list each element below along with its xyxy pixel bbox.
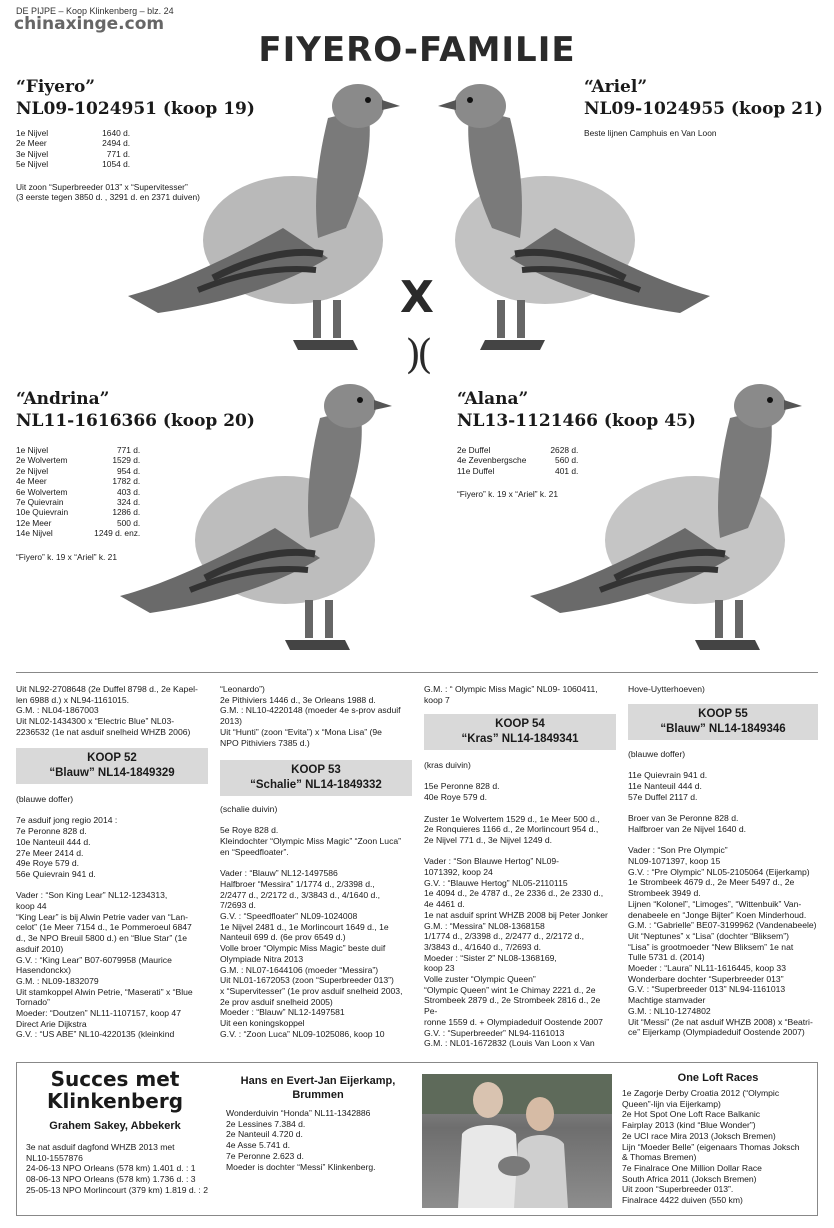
result-row: 5e Nijvel 1054 d. bbox=[16, 159, 131, 170]
result-row: 6e Wolvertem 403 d. bbox=[16, 486, 141, 497]
section-divider bbox=[16, 672, 818, 673]
page-title: FIYERO-FAMILIE bbox=[258, 30, 576, 70]
result-row: 7e Quievrain 324 d. bbox=[16, 497, 141, 508]
alana-results bbox=[457, 445, 578, 476]
column-3-bottom: (kras duivin) 15e Peronne 828 d. 40e Roye 579 d. Zuster 1e Wolvertem 1529 d., 1e Meer 500 d., 2e Ronquieres 1166 d., 2e Morlincourt 954 d., 2e Nijvel 771 d., 3e Nijvel 1249 d. Vader : “Son Blauwe Hertog” NL09- 1071392, koop 24 G.V. : “Blauwe Hertog” NL05-2110115 1e 4094 d., 2e 4787 d., 2e 2336 d., 2e 2330 d., 4e 4461 d. 1e nat asduif sprint WHZB 2008 bij Peter Jonker G.M. : “Messira” NL08-1368158 1/1774 d., 2/3398 d., 2/2477 d., 2/2172 d., 3/3843 d., 4/1640 d., 7/2693 d. Moeder : “Sister 2” NL08-1368169, koop 23 Volle zuster “Olympic Queen” “Olympic Queen” wint 1e Chimay 2221 d., 2e Strombeek 2879 d., 2e Strombeek 2816 d., 2e Pe- ronne 1559 d. + Olympiadeduif Oostende 2007 G.V. : “Superbreeder” NL94-1161013 G.M. : NL01-1672832 (Louis Van Loon x Van bbox=[424, 760, 608, 1049]
koop-55-subtitle: “Blauw” NL14-1849346 bbox=[660, 723, 786, 735]
running-head: DE PIJPE – Koop Klinkenberg – blz. 24 bbox=[16, 6, 174, 16]
koop-55-title: KOOP 55 bbox=[698, 708, 748, 720]
koop-55-box bbox=[628, 704, 818, 740]
eijerkamp-title: Hans en Evert-Jan Eijerkamp, Brummen bbox=[240, 1075, 396, 1101]
result-row: 1e Nijvel 1640 d. bbox=[16, 128, 131, 138]
result-row: 1e Nijvel 771 d. bbox=[16, 445, 141, 455]
pigeon-ariel-illustration bbox=[430, 78, 720, 363]
alana-ring: NL13-1121466 (koop 45) bbox=[457, 411, 696, 431]
photo-breeders-image bbox=[422, 1074, 612, 1208]
succes-title: Succes met Klinkenberg bbox=[46, 1067, 184, 1113]
result-row: 14e Nijvel 1249 d. enz. bbox=[16, 528, 141, 539]
fiyero-note: Uit zoon “Superbreeder 013” x “Supervitesser” (3 eerste tegen 3850 d. , 3291 d. en 2371 duiven) bbox=[16, 182, 200, 203]
oneloft-text: 1e Zagorje Derby Croatia 2012 (“Olympic Queen”-lijn via Eijerkamp) 2e Hot Spot One Loft Race Balkanic Fairplay 2013 (kind “Blue Wonder”) 2e UCI race Mira 2013 (Joksch Bremen) Lijn “Moeder Belle” (eigenaars Thomas Joksch & Thomas Bremen) 7e Finalrace One Million Dollar Race South Africa 2011 (Joksch Bremen) Uit zoon “Superbreeder 013”. Finalrace 4422 duiven (550 km) bbox=[622, 1088, 800, 1206]
succes-text: 3e nat asduif dagfond WHZB 2013 met NL10-1557876 24-06-13 NPO Orleans (578 km) 1.401 d. : 1 08-06-13 NPO Orleans (578 km) 1.736 d. : 3 25-05-13 NPO Morlincourt (379 km) 1.819 d. : 2 bbox=[26, 1142, 208, 1195]
ariel-ring: NL09-1024955 (koop 21) bbox=[584, 99, 823, 119]
koop-53-title: KOOP 53 bbox=[291, 764, 341, 776]
koop-54-subtitle: “Kras” NL14-1849341 bbox=[461, 733, 579, 745]
result-row: 2e Nijvel 954 d. bbox=[16, 465, 141, 476]
result-row: 2e Meer 2494 d. bbox=[16, 138, 131, 149]
result-row: 4e Meer 1782 d. bbox=[16, 476, 141, 487]
column-2-bottom: (schalie duivin) 5e Roye 828 d. Kleindochter “Olympic Miss Magic” “Zoon Luca” en “Speedfloater”. Vader : “Blauw” NL12-1497586 Halfbroer “Messira” 1/1774 d., 2/3398 d., 2/2477 d., 2/2172 d., 3/3843 d., 4/1640 d., 7/2693 d. G.V. : “Speedfloater” NL09-1024008 1e Nijvel 2481 d., 1e Morlincourt 1649 d., 1e Nanteuil 699 d. (6e prov 6549 d.) Volle broer “Olympic Miss Magic” beste duif Olympiade Nitra 2013 G.M. : NL07-1644106 (moeder “Messira”) Uit NL01-1672053 (zoon “Superbreeder 013”) x “Supervitesser” (1e prov asduif snelheid 2003, 2e prov asduif snelheid 2005) Moeder : “Blauw” NL12-1497581 Uit een koningskoppel G.V. : “Zoon Luca” NL09-1025086, koop 10 bbox=[220, 804, 403, 1039]
column-4-top: Hove-Uytterhoeven) bbox=[628, 684, 705, 694]
andrina-results bbox=[16, 445, 140, 539]
result-row: 3e Nijvel 771 d. bbox=[16, 148, 131, 159]
koop-54-title: KOOP 54 bbox=[495, 718, 545, 730]
pigeon-fiyero-illustration bbox=[118, 78, 408, 363]
ariel-note: Beste lijnen Camphuis en Van Loon bbox=[584, 128, 717, 138]
ariel-name: “Ariel” bbox=[584, 77, 648, 97]
oneloft-title: One Loft Races bbox=[677, 1072, 759, 1084]
column-1-bottom: (blauwe doffer) 7e asduif jong regio 2014 : 7e Peronne 828 d. 10e Nanteuil 444 d. 27e Meer 2414 d. 49e Roye 579 d. 56e Quievrain 941 d. Vader : “Son King Lear” NL12-1234313, koop 44 “King Lear” is bij Alwin Petrie vader van “Lan- celot” (1e Meer 7154 d., 1e Pommeroeul 6847 d., 3e NPO Breuil 5800 d.) en “Blue Star” (1e asduif 2010) G.V. : “King Lear” B07-6079958 (Maurice Hasendonckx) G.M. : NL09-1832079 Uit stamkoppel Alwin Petrie, “Maserati” x “Blue Tornado” Moeder: “Doutzen” NL11-1107157, koop 47 Direct Arie Dijkstra G.V. : “US ABE” NL10-4220135 (kleinkind bbox=[16, 794, 193, 1040]
andrina-name: “Andrina” bbox=[16, 389, 110, 409]
fiyero-ring: NL09-1024951 (koop 19) bbox=[16, 99, 255, 119]
koop-52-subtitle: “Blauw” NL14-1849329 bbox=[49, 767, 175, 779]
cross-symbol: X bbox=[400, 272, 434, 323]
succes-person: Grahem Sakey, Abbekerk bbox=[49, 1120, 181, 1132]
result-row: 10e Quievrain 1286 d. bbox=[16, 507, 141, 518]
koop-52-box bbox=[16, 748, 208, 784]
column-1-top: Uit NL92-2708648 (2e Duffel 8798 d., 2e Kapel- len 6988 d.) x NL94-1161015. G.M. : NL04-1867003 Uit NL02-1434300 x “Electric Blue” NL03- 2236532 (1e nat asduif snelheid WHZB 2006) bbox=[16, 684, 198, 737]
andrina-note: “Fiyero” k. 19 x “Ariel” k. 21 bbox=[16, 552, 117, 562]
result-row: 2e Wolvertem 1529 d. bbox=[16, 455, 141, 466]
alana-note: “Fiyero” k. 19 x “Ariel” k. 21 bbox=[457, 489, 558, 499]
watermark: chinaxinge.com bbox=[14, 14, 165, 34]
result-row: 2e Duffel 2628 d. bbox=[457, 445, 579, 455]
koop-54-box bbox=[424, 714, 616, 750]
column-4-bottom: (blauwe doffer) 11e Quievrain 941 d. 11e Nanteuil 444 d. 57e Duffel 2117 d. Broer van 3e Peronne 828 d. Halfbroer van 2e Nijvel 1640 d. Vader : “Son Pre Olympic” NL09-1071397, koop 15 G.V. : “Pre Olympic” NL05-2105064 (Eijerkamp) 1e Strombeek 4679 d., 2e Meer 5497 d., 2e Strombeek 3949 d. Lijnen “Kolonel”, “Limoges”, “Wittenbuik” Van- denabeele en “Jonge Bijter” Koen Minderhoud. G.M. : “Gabrielle” BE07-3199962 (Vandenabeele) Uit “Neptunes” x “Lisa” (dochter “Bliksem”) “Lisa” is grootmoeder “New Bliksem” 1e nat Tulle 5731 d. (2014) Moeder : “Laura” NL11-1616445, koop 33 Wonderbare dochter “Superbreeder 013” G.V. : “Superbreeder 013” NL94-1161013 Machtige stamvader G.M. : NL10-1274802 Uit “Messi” (2e nat asduif WHZB 2008) x “Beatri- ce” Eijerkamp (Olympiadeduif Oostende 2007) bbox=[628, 749, 817, 1038]
alana-name: “Alana” bbox=[457, 389, 529, 409]
koop-52-title: KOOP 52 bbox=[87, 752, 137, 764]
andrina-ring: NL11-1616366 (koop 20) bbox=[16, 411, 255, 431]
photo-breeders bbox=[422, 1074, 612, 1208]
result-row: 11e Duffel 401 d. bbox=[457, 465, 579, 476]
result-row: 12e Meer 500 d. bbox=[16, 517, 141, 528]
column-3-top: G.M. : “ Olympic Miss Magic” NL09- 1060411, koop 7 bbox=[424, 684, 598, 705]
koop-53-box bbox=[220, 760, 412, 796]
fiyero-name: “Fiyero” bbox=[16, 77, 96, 97]
koop-53-subtitle: “Schalie” NL14-1849332 bbox=[250, 779, 382, 791]
column-2-top: “Leonardo”) 2e Pithiviers 1446 d., 3e Orleans 1988 d. G.M. : NL10-4220148 (moeder 4e s-prov asduif 2013) Uit “Hunti” (zoon “Evita”) x “Mona Lisa” (9e NPO Pithiviers 7385 d.) bbox=[220, 684, 401, 748]
eijerkamp-text: Wonderduivin “Honda” NL11-1342886 2e Lessines 7.384 d. 2e Nanteuil 4.720 d. 4e Asse 5.741 d. 7e Peronne 2.623 d. Moeder is dochter “Messi” Klinkenberg. bbox=[226, 1108, 376, 1172]
couple-symbol: )( bbox=[405, 332, 429, 378]
result-row: 4e Zevenbergsche 560 d. bbox=[457, 455, 579, 466]
fiyero-results bbox=[16, 128, 130, 170]
